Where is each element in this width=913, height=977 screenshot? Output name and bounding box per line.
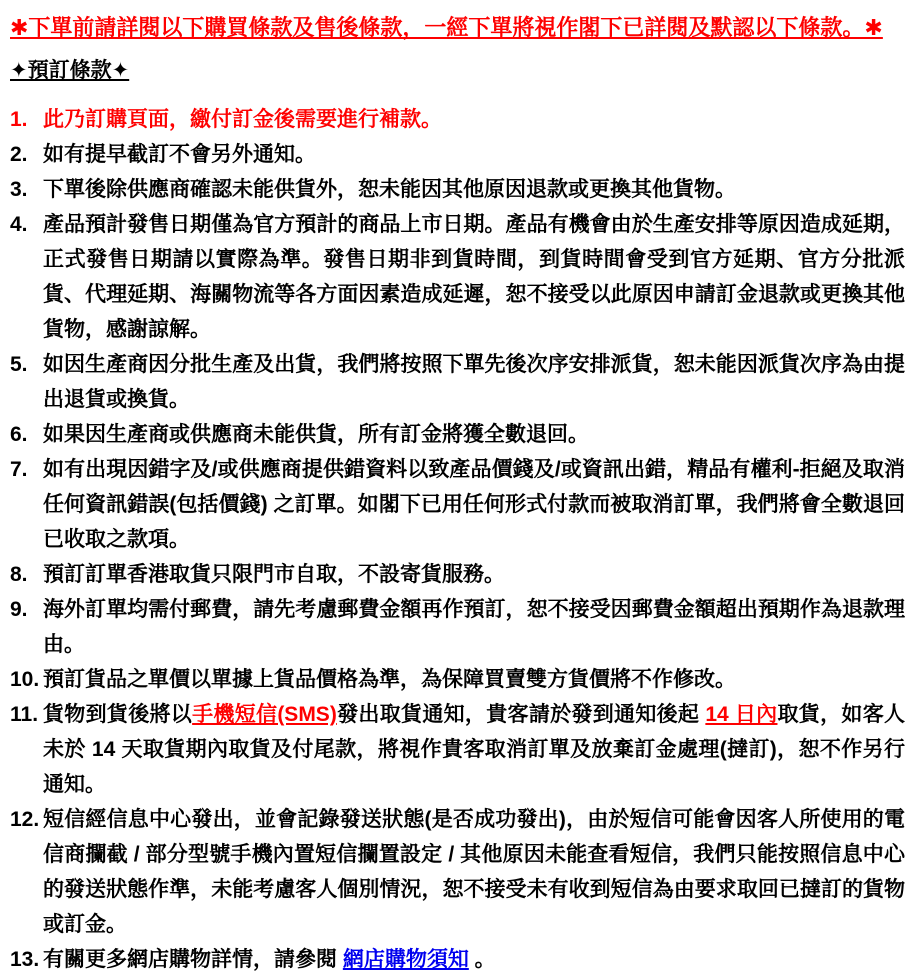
term-item-1 (10, 102, 907, 137)
term-text (43, 942, 907, 977)
term-item-13 (10, 942, 907, 977)
text-segment: 有關更多網店購物詳情，請參閱 (43, 948, 343, 971)
text-segment: 此乃訂購頁面，繳付訂金後需要進行補款。 (43, 108, 442, 131)
term-text (43, 207, 907, 347)
term-number: 7. (10, 458, 28, 481)
term-number: 12. (10, 808, 40, 831)
term-text (43, 417, 907, 452)
text-segment: 如有提早截訂不會另外通知。 (43, 143, 316, 166)
text-segment: 短信經信息中心發出，並會記錄發送狀態(是否成功發出)，由於短信可能會因客人所使用的電信商攔截 / 部分型號手機內置短信攔置設定 / 其他原因未能查看短信，我們只能按照信息中心的發送狀態作準，未能考慮客人個別情況，恕不接受未有收到短信為由要求取回已撻訂的貨物或訂金。 (43, 808, 905, 936)
section-title: ✦預訂條款✦ (10, 59, 130, 82)
term-text (43, 452, 907, 557)
term-text (43, 137, 907, 172)
store-shopping-notice-link[interactable]: 網店購物須知 (342, 948, 469, 971)
term-number: 5. (10, 353, 28, 376)
term-text (43, 102, 907, 137)
term-number: 3. (10, 178, 28, 201)
sms-notice-link[interactable]: 手機短信(SMS) (192, 703, 337, 726)
term-item-3 (10, 172, 907, 207)
term-number: 1. (10, 108, 28, 131)
term-item-6 (10, 417, 907, 452)
term-text (43, 592, 907, 662)
text-segment: 取貨，如客人未於 14 天取貨期內取貨及付尾款，將視作貴客取消訂單及放棄訂金處理(撻訂)，恕不作另行通知。 (43, 703, 905, 796)
text-segment: 貨物到貨後將以 (43, 703, 193, 726)
term-number: 2. (10, 143, 28, 166)
term-text (43, 662, 907, 697)
term-item-8 (10, 557, 907, 592)
term-text (43, 172, 907, 207)
text-segment: 發出取貨通知，貴客請於發到通知後起 (336, 703, 706, 726)
term-number: 11. (10, 703, 39, 726)
text-segment: 海外訂單均需付郵費，請先考慮郵費金額再作預訂，恕不接受因郵費金額超出預期作為退款理由。 (43, 598, 905, 656)
document-warning-header: ✱下單前請詳閱以下購買條款及售後條款，一經下單將視作閣下已詳閱及默認以下條款。✱ (10, 15, 883, 40)
term-number: 4. (10, 213, 28, 236)
pickup-deadline-link[interactable]: 14 日內 (705, 703, 778, 726)
term-item-4 (10, 207, 907, 347)
term-item-5 (10, 347, 907, 417)
text-segment: 下單後除供應商確認未能供貨外，恕未能因其他原因退款或更換其他貨物。 (43, 178, 736, 201)
term-text (43, 347, 907, 417)
text-segment: 如因生產商因分批生產及出貨，我們將按照下單先後次序安排派貨，恕未能因派貨次序為由提出退貨或換貨。 (43, 353, 905, 411)
text-segment: 產品預計發售日期僅為官方預計的商品上市日期。產品有機會由於生產安排等原因造成延期，正式發售日期請以實際為準。發售日期非到貨時間，到貨時間會受到官方延期、官方分批派貨、代理延期、海關物流等各方面因素造成延遲，恕不接受以此原因申請訂金退款或更換其他貨物，感謝諒解。 (43, 213, 905, 341)
text-segment: 。 (468, 948, 496, 971)
text-segment: 預訂訂單香港取貨只限門市自取，不設寄貨服務。 (43, 563, 505, 586)
term-number: 9. (10, 598, 28, 621)
text-segment: 如果因生產商或供應商未能供貨，所有訂金將獲全數退回。 (43, 423, 589, 446)
term-text (43, 802, 907, 942)
term-number: 13. (10, 948, 40, 971)
term-item-11 (10, 697, 907, 802)
term-number: 8. (10, 563, 28, 586)
term-number: 6. (10, 423, 28, 446)
term-item-10 (10, 662, 907, 697)
terms-list (10, 102, 907, 977)
term-text (43, 697, 907, 802)
text-segment: 如有出現因錯字及/或供應商提供錯資料以致產品價錢及/或資訊出錯，精品有權利-拒絕及取消任何資訊錯誤(包括價錢) 之訂單。如閣下已用任何形式付款而被取消訂單，我們將會全數退回已收取之款項。 (43, 458, 905, 551)
term-item-2 (10, 137, 907, 172)
term-number: 10. (10, 668, 40, 691)
term-item-9 (10, 592, 907, 662)
term-item-12 (10, 802, 907, 942)
text-segment: 預訂貨品之單價以單據上貨品價格為準，為保障買賣雙方貨價將不作修改。 (43, 668, 736, 691)
term-text (43, 557, 907, 592)
section-title-row (10, 58, 907, 84)
term-item-7 (10, 452, 907, 557)
